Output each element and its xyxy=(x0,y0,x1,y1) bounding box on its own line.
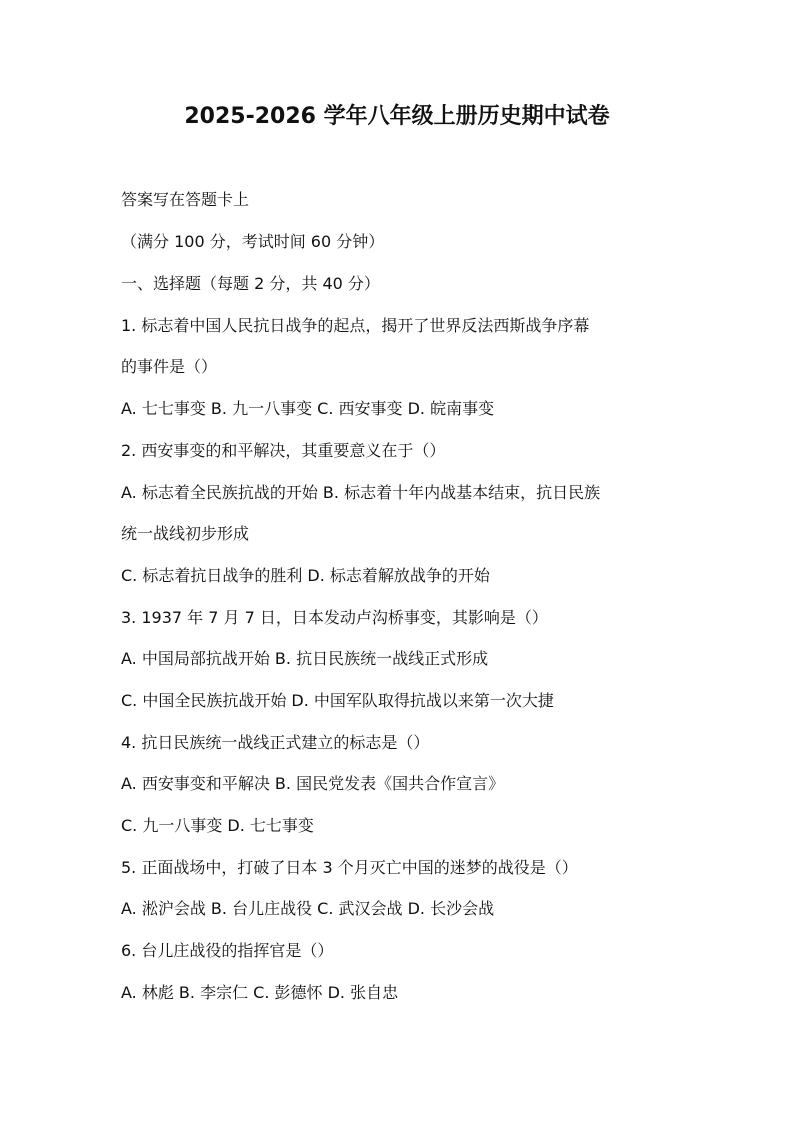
page-title: 2025-2026 学年八年级上册历史期中试卷 xyxy=(184,104,610,129)
question-6-options: A. 林彪 B. 李宗仁 C. 彭德怀 D. 张自忠 xyxy=(121,983,399,1002)
score-time-line: （满分 100 分，考试时间 60 分钟） xyxy=(121,232,385,251)
question-2-options: A. 标志着全民族抗战的开始 B. 标志着十年内战基本结束，抗日民族 xyxy=(121,483,601,502)
question-1-options: A. 七七事变 B. 九一八事变 C. 西安事变 D. 皖南事变 xyxy=(121,399,495,418)
question-2-options-2: C. 标志着抗日战争的胜利 D. 标志着解放战争的开始 xyxy=(121,566,490,585)
question-6-stem: 6. 台儿庄战役的指挥官是（） xyxy=(121,941,334,960)
question-3-stem: 3. 1937 年 7 月 7 日，日本发动卢沟桥事变，其影响是（） xyxy=(121,608,548,627)
question-3-options-2: C. 中国全民族抗战开始 D. 中国军队取得抗战以来第一次大捷 xyxy=(121,691,554,710)
question-5-options: A. 淞沪会战 B. 台儿庄战役 C. 武汉会战 D. 长沙会战 xyxy=(121,899,495,918)
question-1-stem-cont: 的事件是（） xyxy=(121,357,218,376)
question-5-stem: 5. 正面战场中，打破了日本 3 个月灭亡中国的迷梦的战役是（） xyxy=(121,858,578,877)
question-4-options-2: C. 九一八事变 D. 七七事变 xyxy=(121,816,314,835)
question-2-stem: 2. 西安事变的和平解决，其重要意义在于（） xyxy=(121,441,446,460)
question-2-options-cont: 统一战线初步形成 xyxy=(121,524,250,543)
section-heading: 一、选择题（每题 2 分，共 40 分） xyxy=(121,274,380,293)
question-1-stem: 1. 标志着中国人民抗日战争的起点，揭开了世界反法西斯战争序幕 xyxy=(121,316,590,335)
question-3-options: A. 中国局部抗战开始 B. 抗日民族统一战线正式形成 xyxy=(121,649,489,668)
question-4-options: A. 西安事变和平解决 B. 国民党发表《国共合作宣言》 xyxy=(121,774,505,793)
instruction-line: 答案写在答题卡上 xyxy=(121,190,250,209)
question-4-stem: 4. 抗日民族统一战线正式建立的标志是（） xyxy=(121,733,430,752)
